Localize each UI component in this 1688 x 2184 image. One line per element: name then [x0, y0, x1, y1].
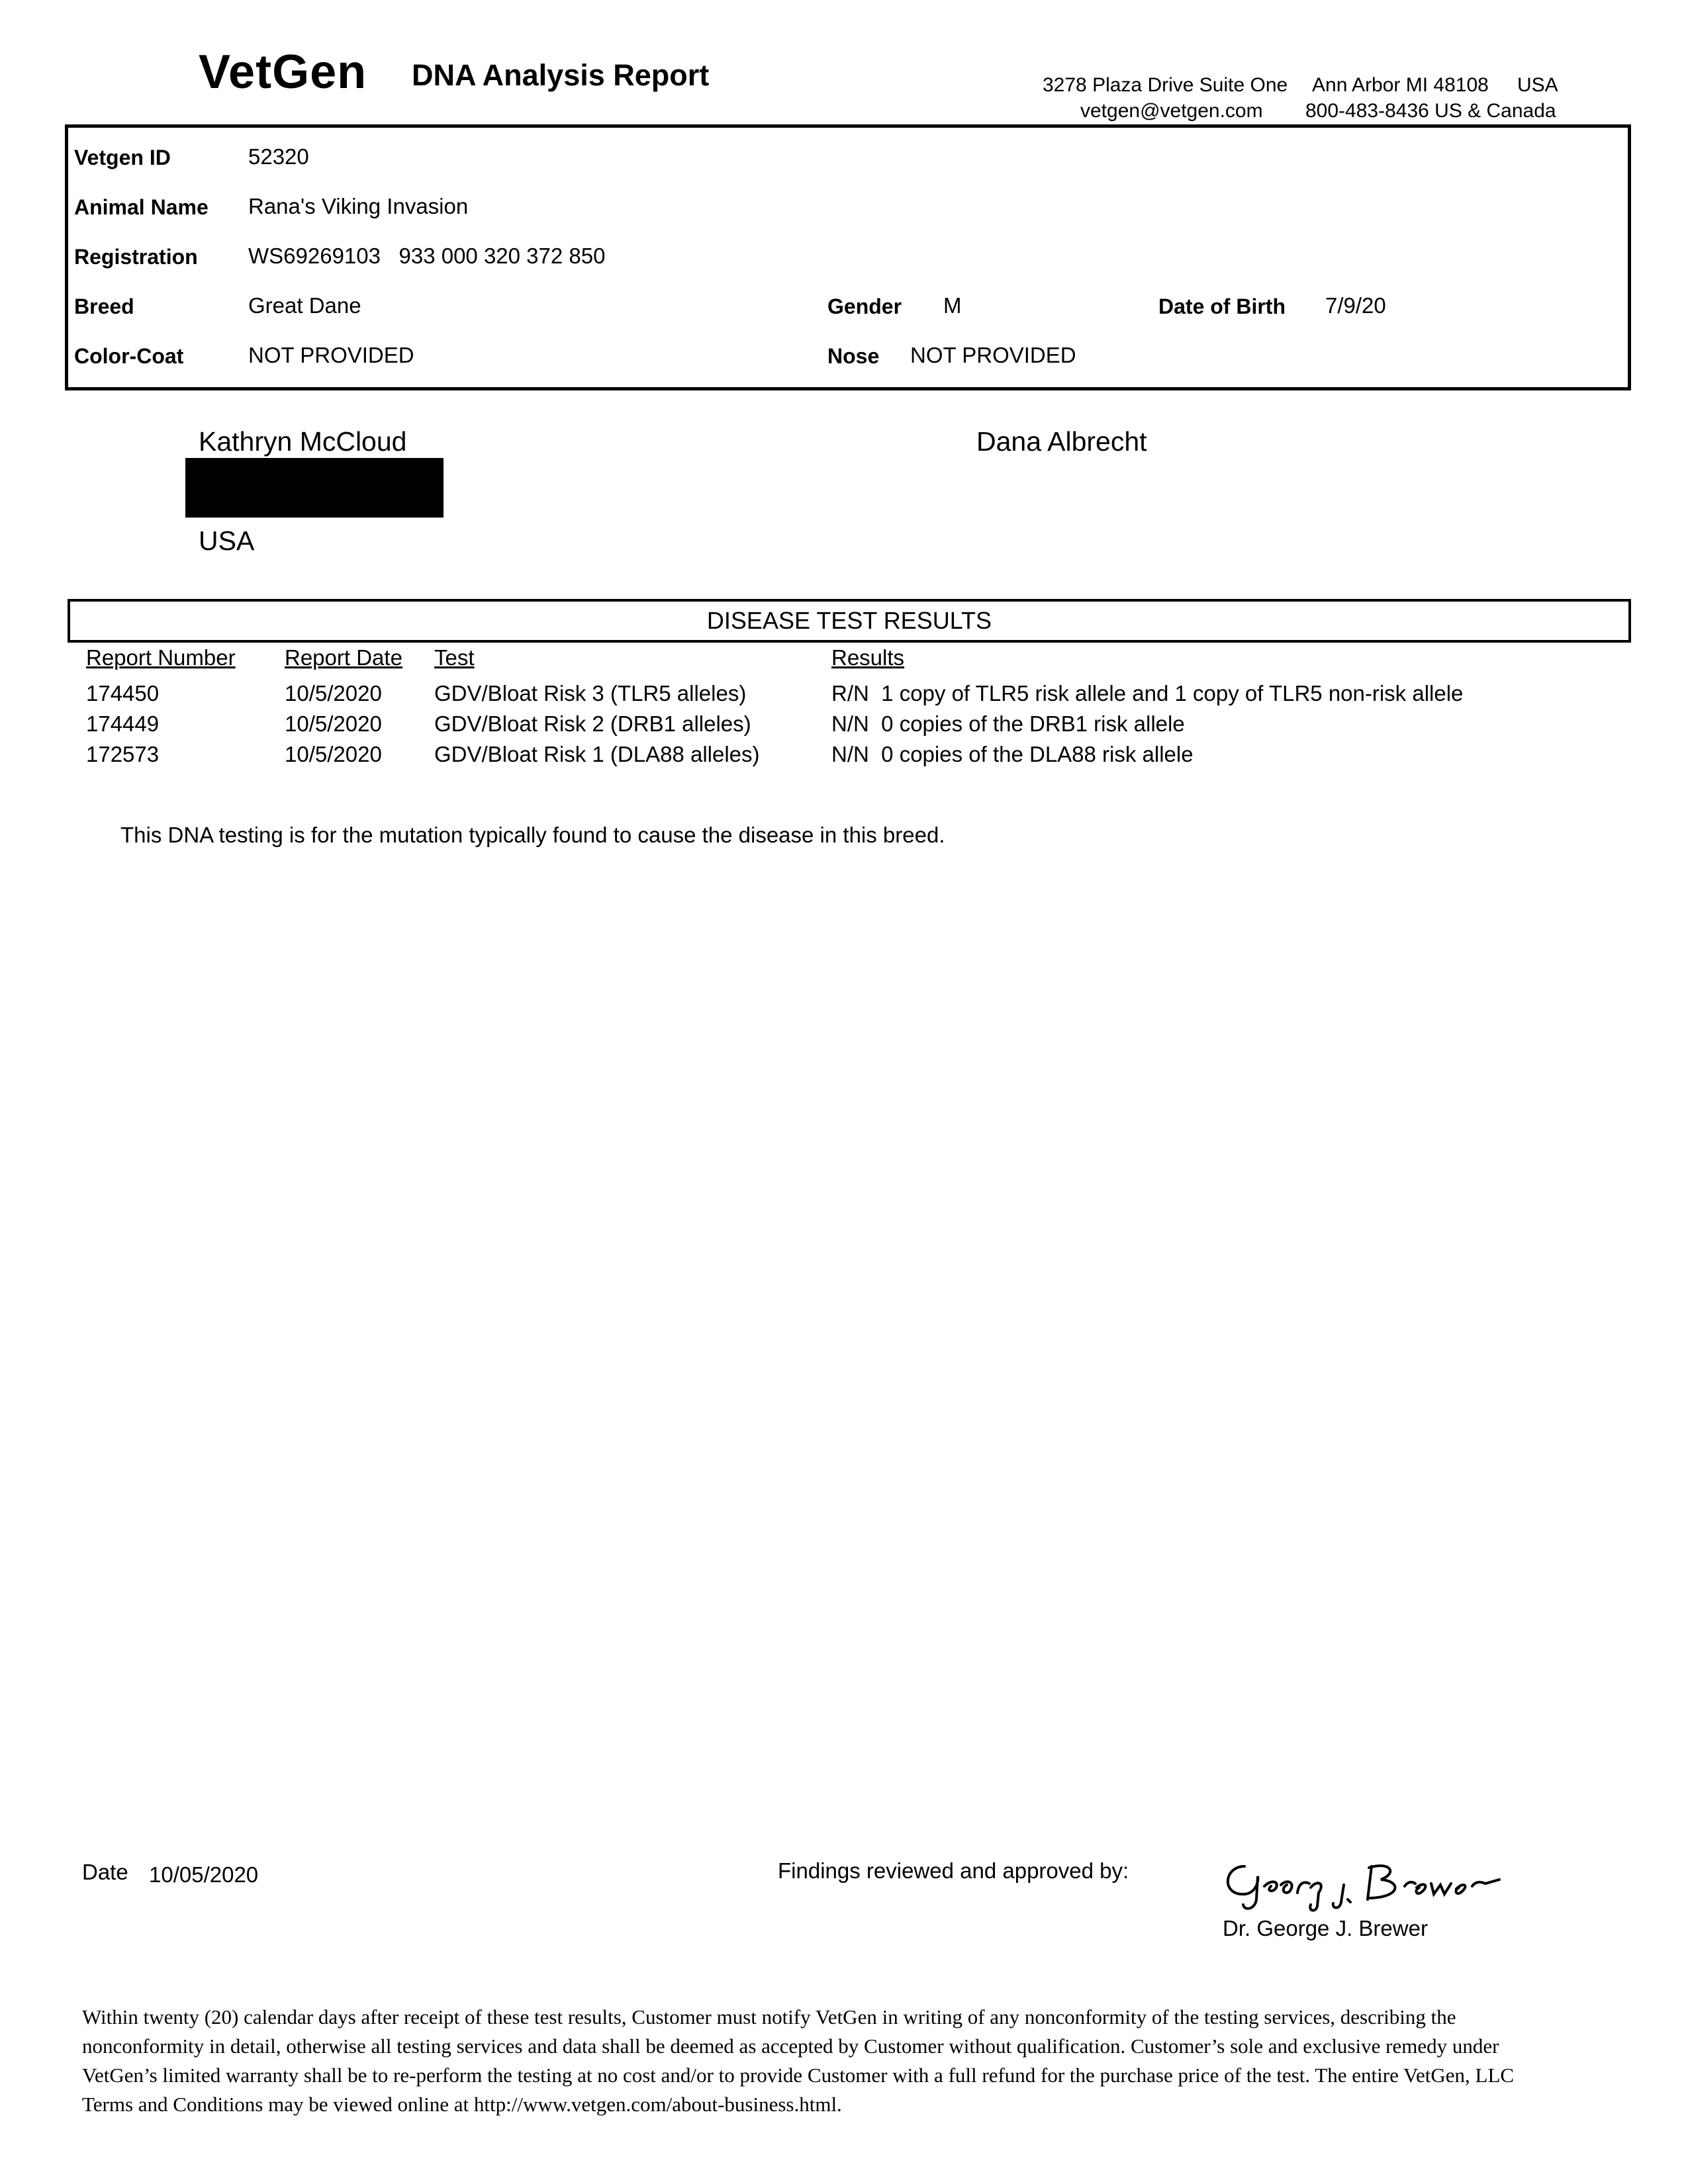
- breed-value: Great Dane: [248, 293, 361, 318]
- legal-terms: Within twenty (20) calendar days after receipt of these test results, Customer must notify VetGen in writing of any nonconformity of the testing services, describing the nonconformity in detail, otherwise all testing services and data shall be deemed as accepted by Customer without qualification. Customer’s sole and exclusive remedy under VetGen’s limited warranty shall be to re-perform the testing at no cost and/or to provide Customer with a full refund for the purchase price of the test. The entire VetGen, LLC Terms and Conditions may be viewed online at http://www.vetgen.com/about-business.html.: [82, 2005, 1515, 2116]
- gender-value: M: [943, 293, 962, 318]
- table-row-3-result: N/N 0 copies of the DLA88 risk allele: [831, 742, 1194, 766]
- vetgen-id-value: 52320: [248, 144, 309, 169]
- brand-logo: VetGen: [199, 46, 367, 99]
- table-row-2-report-date: 10/5/2020: [285, 711, 382, 736]
- breeder-name: Dana Albrecht: [976, 426, 1147, 457]
- table-row-1-test: GDV/Bloat Risk 3 (TLR5 alleles): [434, 681, 747, 705]
- phone-line: 800-483-8436 US & Canada: [1305, 100, 1556, 122]
- table-row-1-report-date: 10/5/2020: [285, 681, 382, 705]
- animal-name-value: Rana's Viking Invasion: [248, 194, 469, 218]
- color-coat-label: Color-Coat: [74, 344, 184, 368]
- color-coat-value: NOT PROVIDED: [248, 343, 414, 367]
- signature-image: [1218, 1846, 1509, 1919]
- redacted-address-block: [185, 458, 444, 518]
- table-row-3-report-number: 172573: [86, 742, 160, 766]
- date-value: 10/05/2020: [149, 1862, 259, 1887]
- col-report-number: Report Number: [86, 645, 236, 670]
- nose-value: NOT PROVIDED: [910, 343, 1076, 367]
- address-country: USA: [1517, 74, 1558, 96]
- table-row-1-result: R/N 1 copy of TLR5 risk allele and 1 copy of TLR5 non-risk allele: [831, 681, 1464, 705]
- signer-name: Dr. George J. Brewer: [1223, 1916, 1428, 1940]
- col-report-date: Report Date: [285, 645, 402, 670]
- nose-label: Nose: [827, 344, 880, 368]
- gender-label: Gender: [827, 295, 902, 318]
- report-title: DNA Analysis Report: [412, 58, 710, 92]
- col-results: Results: [831, 645, 905, 670]
- dob-label: Date of Birth: [1158, 295, 1286, 318]
- approval-label: Findings reviewed and approved by:: [778, 1858, 1129, 1883]
- results-section-title: DISEASE TEST RESULTS: [68, 599, 1631, 643]
- table-row-2-test: GDV/Bloat Risk 2 (DRB1 alleles): [434, 711, 751, 736]
- registration-value: WS69269103 933 000 320 372 850: [248, 244, 606, 268]
- col-test: Test: [434, 645, 475, 670]
- animal-name-label: Animal Name: [74, 195, 209, 219]
- address-line: 3278 Plaza Drive Suite One: [1043, 74, 1288, 96]
- table-row-1-report-number: 174450: [86, 681, 160, 705]
- owner-name: Kathryn McCloud: [199, 426, 407, 457]
- owner-country: USA: [199, 525, 255, 556]
- table-row-3-test: GDV/Bloat Risk 1 (DLA88 alleles): [434, 742, 760, 766]
- breed-label: Breed: [74, 295, 134, 318]
- vetgen-id-label: Vetgen ID: [74, 146, 171, 169]
- table-row-2-report-number: 174449: [86, 711, 160, 736]
- dob-value: 7/9/20: [1325, 293, 1386, 318]
- email: vetgen@vetgen.com: [1080, 100, 1263, 122]
- table-row-2-result: N/N 0 copies of the DRB1 risk allele: [831, 711, 1185, 736]
- date-label: Date: [82, 1860, 128, 1884]
- city-line: Ann Arbor MI 48108: [1312, 74, 1489, 96]
- table-row-3-report-date: 10/5/2020: [285, 742, 382, 766]
- disclaimer-note: This DNA testing is for the mutation typically found to cause the disease in this breed.: [120, 823, 945, 847]
- registration-label: Registration: [74, 245, 198, 269]
